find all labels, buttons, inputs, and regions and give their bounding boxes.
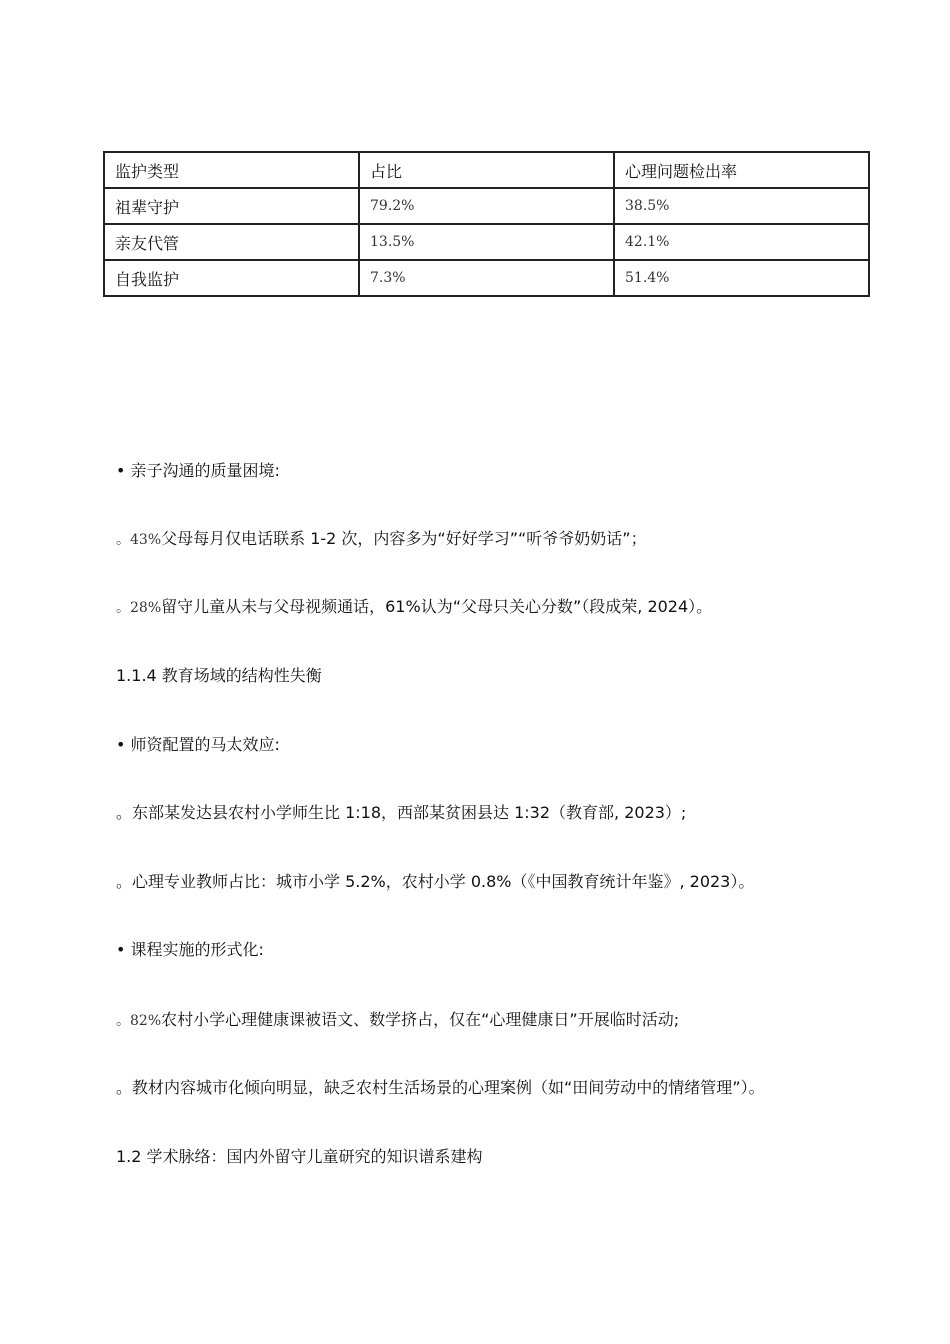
bullet-heading: • 亲子沟通的质量困境: (116, 461, 280, 480)
table-cell: 亲友代管 (104, 224, 359, 260)
section-heading: 1.1.4 教育场域的结构性失衡 (116, 666, 322, 685)
table-header-cell: 心理问题检出率 (614, 152, 869, 188)
table-cell: 自我监护 (104, 260, 359, 296)
table-cell: 13.5% (359, 224, 614, 260)
sub-bullet-prefix: 。82% (116, 1013, 162, 1029)
bullet-heading: • 课程实施的形式化: (116, 940, 264, 959)
sub-bullet: 。心理专业教师占比：城市小学 5.2%，农村小学 0.8%（《中国教育统计年鉴》, 2023）。 (116, 872, 755, 891)
table-header-row (104, 152, 869, 188)
table-cell: 7.3% (359, 260, 614, 296)
sub-bullet: 。教材内容城市化倾向明显，缺乏农村生活场景的心理案例（如“田间劳动中的情绪管理”）。 (116, 1078, 765, 1097)
table-row (104, 260, 869, 296)
sub-bullet-text: 父母每月仅电话联系 1-2 次，内容多为“好好学习”“听爷爷奶奶话”； (161, 529, 647, 548)
table-cell: 51.4% (614, 260, 869, 296)
section-heading: 1.2 学术脉络：国内外留守儿童研究的知识谱系建构 (116, 1147, 483, 1166)
bullet-heading: • 师资配置的马太效应: (116, 735, 280, 754)
table-row (104, 188, 869, 224)
sub-bullet-text: 留守儿童从未与父母视频通话，61%认为“父母只关心分数”（段成荣, 2024）。 (161, 597, 713, 616)
sub-bullet-prefix: 。28% (116, 600, 162, 616)
sub-bullet (116, 1010, 679, 1031)
sub-bullet: 。东部某发达县农村小学师生比 1:18，西部某贫困县达 1:32（教育部, 2023）; (116, 803, 687, 822)
table-cell: 42.1% (614, 224, 869, 260)
table-row (104, 224, 869, 260)
table-cell: 79.2% (359, 188, 614, 224)
table-cell: 祖辈守护 (104, 188, 359, 224)
table-header-cell: 占比 (359, 152, 614, 188)
table-cell: 38.5% (614, 188, 869, 224)
sub-bullet-text: 农村小学心理健康课被语文、数学挤占，仅在“心理健康日”开展临时活动; (161, 1010, 680, 1029)
table-header-cell: 监护类型 (104, 152, 359, 188)
sub-bullet-prefix: 。43% (116, 532, 162, 548)
sub-bullet (116, 529, 647, 550)
sub-bullet (116, 597, 712, 618)
guardianship-table (103, 151, 870, 297)
